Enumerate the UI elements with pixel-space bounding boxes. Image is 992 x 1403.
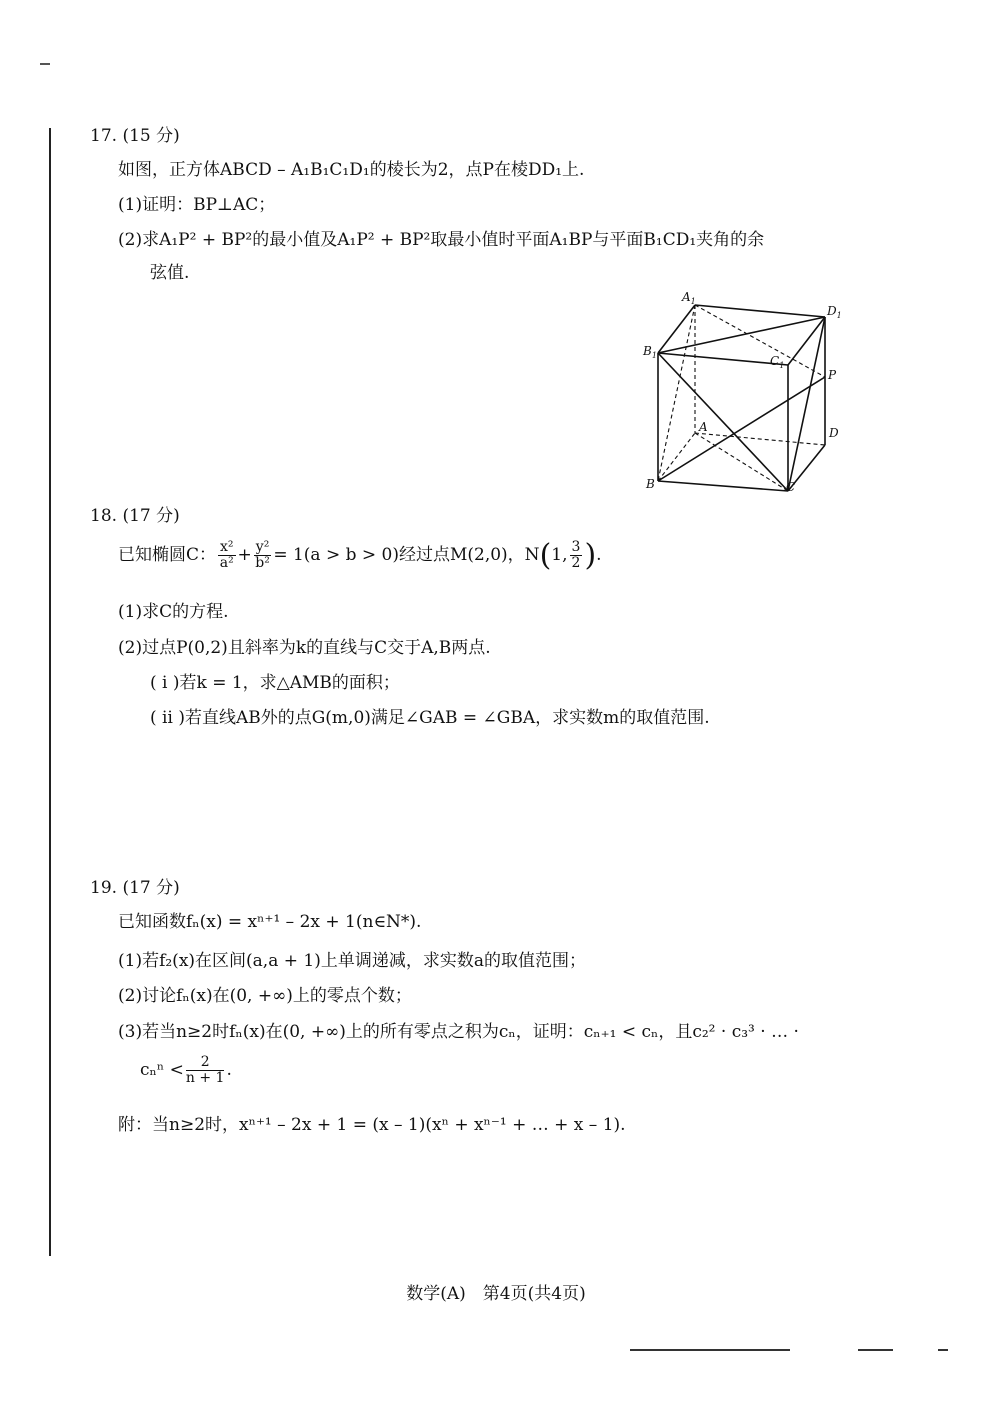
frac-num: 3 (571, 539, 581, 555)
label-d1: $D_1$ (827, 304, 842, 320)
label-b1: $B_1$ (643, 344, 657, 360)
frac-den: n + 1 (185, 1070, 225, 1087)
frac-num: y² (255, 539, 270, 555)
q19-stem: 已知函数fₙ(x) = xⁿ⁺¹ – 2x + 1(n∈N*). (118, 912, 422, 932)
q18-part2-i: ( ⅰ )若k = 1，求△AMB的面积； (150, 673, 400, 693)
q18-stem-prefix: 已知椭圆C： (118, 545, 217, 566)
q19-part1: (1)若f₂(x)在区间(a,a + 1)上单调递减，求实数a的取值范围； (118, 951, 586, 971)
q19-note: 附：当n≥2时，xⁿ⁺¹ – 2x + 1 = (x – 1)(xⁿ + xⁿ⁻¹ + … + x – 1). (118, 1115, 626, 1135)
q18-stem-mid: = 1(a > b > 0)经过点M(2,0)，N (273, 545, 540, 566)
cube-figure (630, 285, 850, 495)
frac-den: b² (255, 555, 270, 572)
label-p: P (828, 368, 837, 382)
line-b1d1 (658, 317, 825, 353)
paren-open: ( (539, 537, 552, 573)
line-bp (658, 377, 825, 481)
frac-3-2 (570, 540, 583, 572)
q17-part2-line1: (2)求A₁P² + BP²的最小值及A₁P² + BP²取最小值时平面A₁BP与平面B₁CD₁夹角的余 (118, 230, 765, 250)
margin-line (49, 128, 51, 1256)
q17-heading: 17. (15 分) (90, 126, 180, 146)
frac-2-n1 (186, 1055, 225, 1087)
edge-bc (658, 481, 788, 491)
label-a: A (699, 420, 708, 434)
plus-sign: + (237, 545, 252, 566)
footer-rule-mid (858, 1349, 893, 1351)
footer-rule-right (938, 1349, 948, 1351)
q18-part2-ii: ( ⅱ )若直线AB外的点G(m,0)满足∠GAB = ∠GBA，求实数m的取值范围. (150, 708, 710, 728)
footer-rule-left (630, 1349, 790, 1351)
frac-num: x² (220, 539, 234, 555)
edge-b1c1 (658, 353, 788, 365)
q19-part3-prefix: cₙⁿ < (140, 1060, 184, 1081)
q19-part3-end: . (226, 1060, 232, 1081)
paren-close: ) (584, 537, 597, 573)
line-a1b (658, 305, 695, 481)
edge-ad (695, 433, 825, 445)
q18-stem-end: . (596, 545, 602, 566)
q19-part3-line2 (140, 1055, 232, 1087)
q17-stem: 如图，正方体ABCD – A₁B₁C₁D₁的棱长为2，点P在棱DD₁上. (118, 160, 585, 180)
label-d: D (829, 426, 839, 440)
label-b: B (646, 477, 655, 491)
corner-mark (40, 63, 50, 65)
q18-part1: (1)求C的方程. (118, 602, 229, 622)
line-cd1 (788, 317, 825, 491)
q18-part2: (2)过点P(0,2)且斜率为k的直线与C交于A,B两点. (118, 638, 491, 658)
label-c: C (786, 480, 796, 494)
q17-part2-line2: 弦值. (150, 263, 190, 283)
q19-part2: (2)讨论fₙ(x)在(0, +∞)上的零点个数； (118, 986, 412, 1006)
frac-x2-a2 (218, 540, 236, 572)
frac-y2-b2 (254, 540, 272, 572)
frac-den: 2 (571, 555, 581, 572)
q17-part1: (1)证明：BP⊥AC； (118, 195, 276, 215)
q18-heading: 18. (17 分) (90, 506, 180, 526)
q19-heading: 19. (17 分) (90, 878, 180, 898)
page-footer: 数学(A) 第4页(共4页) (406, 1284, 586, 1304)
q19-part3-line1: (3)若当n≥2时fₙ(x)在(0, +∞)上的所有零点之积为cₙ，证明：cₙ₊₁ < cₙ，且c₂² · c₃³ · … · (118, 1022, 799, 1042)
frac-num: 2 (186, 1055, 225, 1071)
frac-den: a² (219, 555, 234, 572)
label-c1: $C_1$ (770, 354, 785, 370)
line-b1c (658, 353, 788, 491)
n-point: 1, (551, 545, 568, 566)
label-a1: $A_1$ (682, 290, 696, 306)
q18-stem (118, 537, 602, 573)
